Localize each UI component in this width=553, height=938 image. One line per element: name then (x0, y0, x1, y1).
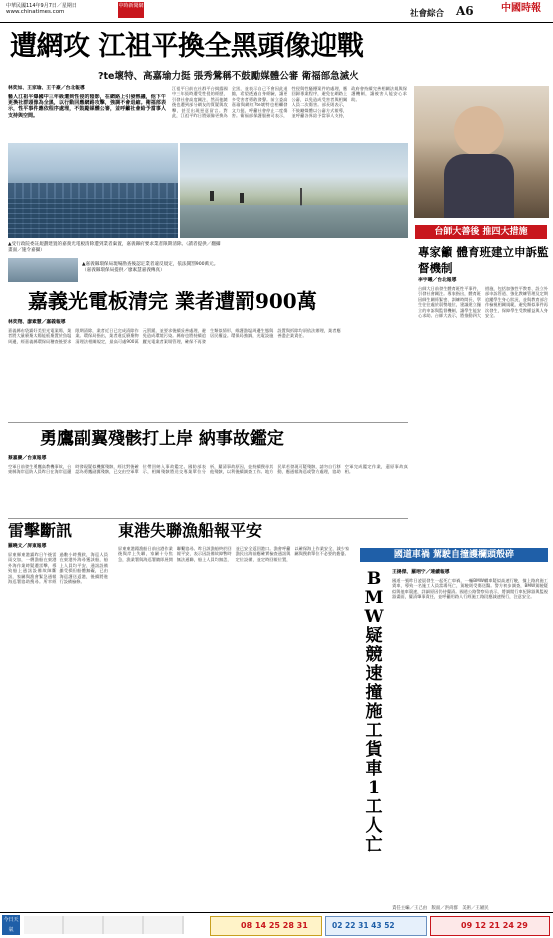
eagle-headline: 勇鷹副翼殘骸打上岸 納事故鑑定 (40, 429, 284, 449)
lightning-byline: 羅曉文／屏東報導 (8, 544, 47, 549)
date-line: 中華民國114年9月7日／星期日 (6, 3, 77, 9)
solar-body: 嘉義縣布袋鎮好美里光電案場，業者將大量廢棄太陽能板棄置於魚塭周邊，經嘉義縣環保局稽查後要求限期清除，業者近日已完成清除作業。環保局指出，業者違反廢棄物清理法相關規定，最高可處900萬元罰鍰，並要求後續妥善處理，避免造成環境污染。縣府也將持續追蹤光電業者案場管理，確保不再發生類似情形，維護漁塭周邊生態與居民權益。環保局強調，光電設施設置與拆除均須依法辦理，業者應善盡企業責任。 (8, 328, 341, 344)
fishing-headline: 東港失聯漁船報平安 (118, 521, 263, 540)
fishing-body: 屏東東港籍漁船日前出港作業後與岸上失聯，家屬十分焦急，漁業署與海巡署隨即展開聯繫協尋。昨日該漁船終於回報平安，表示因設備故障暫時無法通聯，船上人員均無恙，並已安全返回港口。漁會呼籲漁民出海前應確實檢查通訊與定位設備，並定時回報位置，以確保海上作業安全，減少家屬與搜救單位不必要的擔憂。 (118, 546, 350, 562)
page-credits: 責任主編／王己由 版面／洪尚群 美術／王穎民 (392, 906, 489, 911)
site-url: www.chinatimes.com (6, 9, 65, 15)
lightning-body: 屏東縣東港鎮昨日午後雷雨交加，一艘漁船在東港外海作業時疑遭雷擊，導致船上通訊設備故障斷訊，家屬與漁會緊急通報海巡署協助搜尋。所幸經過數小時搜救，海巡人員在東港外海尋獲該船，船上人員均平安，通訊設備雖受損但船體無礙，已由海巡護送返港，後續將進行設備檢修。 (8, 552, 108, 585)
sidebar-top-body: 台師大日前發生體育班性平事件，引發社會關注。專家指出，體育班因師生關係緊密、訓練時間長，學生往往處於弱勢地位，建議建立獨立的申訴與監督機制，讓學生能安心求助。台師大表示，將推動四大措施，包括加強性平教育、設立外部申訴管道、強化教練管理及定期追蹤學生身心狀況，並與教育部合作檢視相關規範，避免類似事件再次發生，保障學生受教權益與人身安全。 (418, 286, 548, 319)
lottery-box-1 (210, 916, 322, 936)
page-number: A6 (456, 4, 474, 18)
bmw-vertical-headline: BMW疑競速撞施工貨車 1工人亡 (364, 569, 384, 855)
eagle-body: 空軍日前發生勇鷹高教機事故，台東縣海岸巡防人員昨日在海岸巡邏時發現疑似機翼殘骸，經比對後確認為勇鷹副翼殘骸，已交由空軍單位帶回納入事故鑑定。國防部表示，相關殘骸將送交專業單位分析，釐清事故原因，並持續搜尋其他殘骸，以利後續調查工作。地方民眾若發現可疑殘骸，請勿自行移動，應通報海巡或警方處理，協助空軍完成鑑定作業，還原事故真相。 (8, 464, 408, 475)
bmw-body: 國道一號昨日凌晨發生一起死亡車禍，一輛BMW轎車疑似高速行駛，撞上路肩施工貨車，導致一名施工人員當場死亡，駕駛則受傷送醫。警方初步調查，BMW駕駛疑似與他車競速，詳細原因仍待釐清。國道公路警察局表示，將調閱行車紀錄器與監視器畫面，釐清肇事責任，並呼籲用路人行經施工路段應減速慢行，注意安全。 (392, 578, 548, 600)
lead-body: 江祖平日前在社群平台揭露國中三年級時遭受性侵的經歷，引發社會高度關注，然而他隨後也遭到部分網友的質疑與攻擊，甚至出現惡意留言。對此，江祖平昨日將頭像更換為全黑，並表示自己不會因此退縮，希望透過自身經驗，讓更多受害者勇敢發聲。前立委高嘉瑜與網紅?te壞特也相繼發文力挺，呼籲社會停止二度傷害。衛福部保護服務司表示，性侵與性騷擾案件的處理，應回歸專業程序，避免在網路上公審，以免造成受害者與相關人員二次傷害。部長則表示，不鼓勵媒體以公審方式報導，並呼籲各界給予當事人支持，政府會持續完善相關法規與保護機制，讓被害人能安心求助。 (172, 86, 407, 119)
sidebar-top-title: 台師大善後 推四大措施 (434, 227, 528, 237)
lottery-numbers-2: 02 22 31 43 52 (332, 921, 395, 930)
weather-icons (24, 916, 184, 934)
small-logo: 中時新聞網 (118, 2, 144, 18)
inspection-site-photo (180, 143, 408, 238)
lottery-box-3 (430, 916, 550, 936)
lottery-numbers-1: 08 14 25 28 31 (241, 921, 308, 930)
solar-panels-photo (8, 143, 178, 238)
lead-headline: 遭網攻 江祖平換全黑頭像迎戰 (10, 31, 364, 62)
lead-subheadline: ?te壞特、高嘉瑜力挺 張秀鶯稱不鼓勵媒體公審 衛福部急滅火 (98, 71, 359, 82)
masthead (0, 0, 553, 23)
lead-byline: 林奕如、王家瑜、王千豪／台北報導 (8, 86, 85, 91)
lottery-numbers-3: 09 12 21 24 29 (461, 921, 528, 930)
bmw-byline: 王揚傑、羅翊宁／連續報導 (392, 570, 450, 575)
solar-byline: 林奕翔、廖素慧／嘉義報導 (8, 320, 66, 325)
sidebar-top-headline: 專家籲 體育班建立申訴監督機制 (418, 245, 549, 275)
photo-caption-2: ▲嘉義縣環保局現場勘查後認定業者違反規定，依法開罰900萬元。（嘉義縣環保局提供／廖素慧嘉義傳真） (82, 262, 219, 273)
sidebar-top-box (415, 225, 547, 239)
weather-box (2, 915, 20, 935)
lottery-box-2 (325, 916, 427, 936)
sidebar-top-byline: 李宇曦／台北報導 (418, 278, 457, 283)
photo-caption-1: ▲受行政院委託規劃建置的嘉義光電板清除遭到業者棄置，嘉義縣府要求業者限期清除。（讀者提供／翻攝畫面／施令嘉攝） (8, 242, 221, 253)
cleared-site-photo (8, 258, 78, 282)
lead-intro: 藝人江祖平爆國中三年級遭到性侵的陰影，在網路上引發熱議，他下午更換社群頭像為全黑，以行動回應網路攻擊，強調不會退縮。衛福部表示，性平事件應依程序處理，不鼓勵媒體公審，並呼籲社會給予當事人支持與空間。 (8, 94, 166, 119)
solar-headline: 嘉義光電板清完 業者遭罰900萬 (28, 289, 317, 313)
sidebar-top-photo (414, 86, 549, 218)
section-name: 社會綜合 (410, 9, 445, 19)
eagle-byline: 蔡嘉慶／台東報導 (8, 456, 47, 461)
sidebar-bottom-title: 國道車禍 駕駛自撞護欄頭殼碎 (393, 550, 515, 560)
sidebar-bottom-box (360, 548, 548, 562)
china-times-logo: 中國時報 (501, 3, 541, 14)
lightning-headline: 雷擊斷訊 (8, 521, 73, 540)
weather-label: 今日天氣 (3, 917, 19, 933)
